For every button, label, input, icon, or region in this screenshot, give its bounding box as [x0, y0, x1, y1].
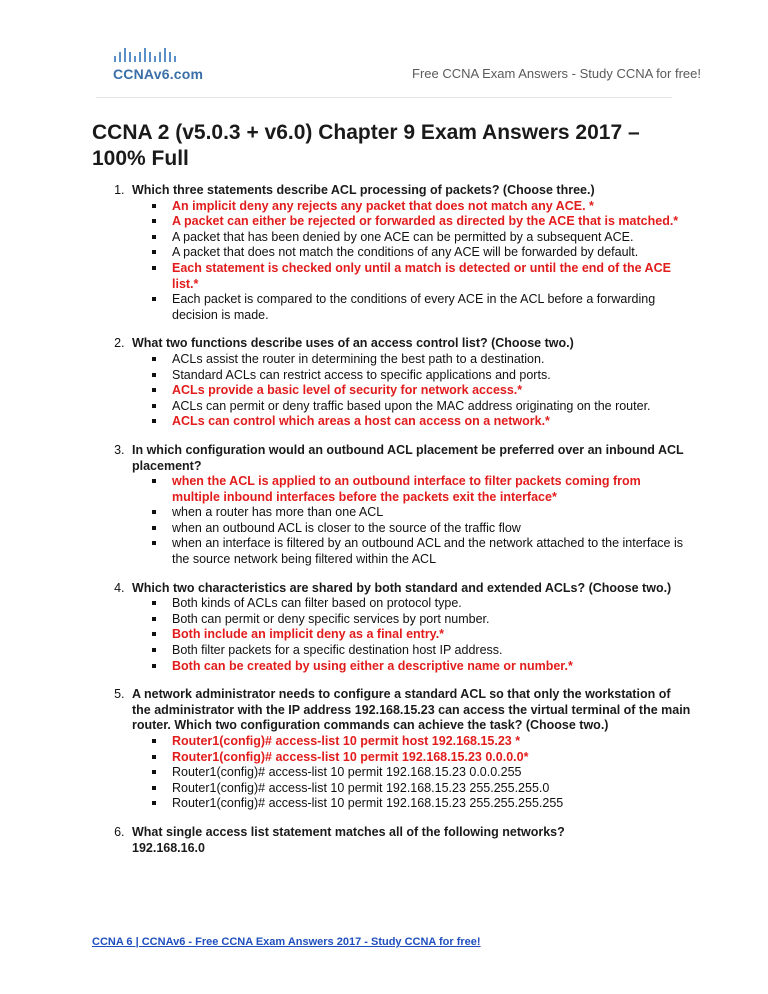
question-list-container	[92, 183, 692, 869]
question-text: 2. What two functions describe uses of an access control list? (Choose two.)	[132, 336, 574, 351]
question-list	[92, 183, 692, 856]
logo-text: CCNAv6.com	[113, 66, 204, 82]
answer-option-correct: An implicit deny any rejects any packet that does not match any ACE. *	[172, 199, 692, 215]
answer-option-correct: ACLs can control which areas a host can access on a network.*	[172, 414, 692, 430]
answer-option-correct: Both include an implicit deny as a final entry.*	[172, 627, 692, 643]
answer-option: Both kinds of ACLs can filter based on protocol type.	[172, 596, 692, 612]
answer-option-correct: Each statement is checked only until a match is detected or until the end of the ACE list.*	[172, 261, 692, 292]
question-item	[128, 443, 692, 568]
answer-option: Both filter packets for a specific destination host IP address.	[172, 643, 692, 659]
question-subtext: 192.168.16.0	[132, 840, 205, 855]
answer-option: Both can permit or deny specific services by port number.	[172, 612, 692, 628]
answer-option-correct: when the ACL is applied to an outbound interface to filter packets coming from multiple inbound interfaces before the packets exit the interface*	[172, 474, 692, 505]
answer-option: Standard ACLs can restrict access to specific applications and ports.	[172, 368, 692, 384]
answer-option: Router1(config)# access-list 10 permit 192.168.15.23 255.255.255.0	[172, 781, 692, 797]
question-text: 5. A network administrator needs to configure a standard ACL so that only the workstation of the administrator with the IP address 192.168.15.23 can access the virtual terminal of the main router. Which two configuration commands can achieve the task? (Choose two.)	[132, 687, 691, 733]
answer-option: when a router has more than one ACL	[172, 505, 692, 521]
question-text: 1. Which three statements describe ACL processing of packets? (Choose three.)	[132, 183, 595, 197]
answer-option-correct: Both can be created by using either a descriptive name or number.*	[172, 659, 692, 675]
answer-options	[132, 199, 692, 324]
answer-option-correct: Router1(config)# access-list 10 permit host 192.168.15.23 *	[172, 734, 692, 750]
answer-option: Router1(config)# access-list 10 permit 192.168.15.23 0.0.0.255	[172, 765, 692, 781]
header-tagline: Free CCNA Exam Answers - Study CCNA for free!	[412, 66, 701, 81]
question-text: 4. Which two characteristics are shared by both standard and extended ACLs? (Choose two.)	[132, 580, 672, 595]
answer-option-correct: ACLs provide a basic level of security for network access.*	[172, 383, 692, 399]
answer-option: A packet that has been denied by one ACE can be permitted by a subsequent ACE.	[172, 230, 692, 246]
answer-options	[132, 474, 692, 568]
question-text: 3. In which configuration would an outbound ACL placement be preferred over an inbound ACL placement?	[132, 442, 684, 473]
page-title: CCNA 2 (v5.0.3 + v6.0) Chapter 9 Exam Answers 2017 – 100% Full	[92, 121, 640, 170]
answer-option: ACLs can permit or deny traffic based upon the MAC address originating on the router.	[172, 399, 692, 415]
cisco-bars-icon	[113, 44, 193, 64]
question-item	[128, 825, 692, 856]
answer-options	[132, 596, 692, 674]
answer-option: A packet that does not match the conditions of any ACE will be forwarded by default.	[172, 245, 692, 261]
page-header	[0, 0, 768, 100]
answer-options	[132, 734, 692, 812]
question-item	[128, 687, 692, 812]
answer-option: when an interface is filtered by an outbound ACL and the network attached to the interface is the source network being filtered within the ACL	[172, 536, 692, 567]
question-item	[128, 581, 692, 675]
footer-link[interactable]: CCNA 6 | CCNAv6 - Free CCNA Exam Answers 2017 - Study CCNA for free!	[92, 936, 481, 948]
answer-option: Router1(config)# access-list 10 permit 192.168.15.23 255.255.255.255	[172, 796, 692, 812]
answer-option-correct: Router1(config)# access-list 10 permit 192.168.15.23 0.0.0.0*	[172, 750, 692, 766]
answer-option-correct: A packet can either be rejected or forwarded as directed by the ACE that is matched.*	[172, 214, 692, 230]
answer-option: ACLs assist the router in determining the best path to a destination.	[172, 352, 692, 368]
ccnav6-logo[interactable]	[113, 44, 223, 88]
answer-options	[132, 352, 692, 430]
question-item	[128, 336, 692, 430]
header-divider	[96, 97, 672, 98]
question-text: 6. What single access list statement matches all of the following networks?	[132, 824, 565, 839]
question-item	[128, 183, 692, 323]
answer-option: Each packet is compared to the conditions of every ACE in the ACL before a forwarding decision is made.	[172, 292, 692, 323]
answer-option: when an outbound ACL is closer to the source of the traffic flow	[172, 521, 692, 537]
